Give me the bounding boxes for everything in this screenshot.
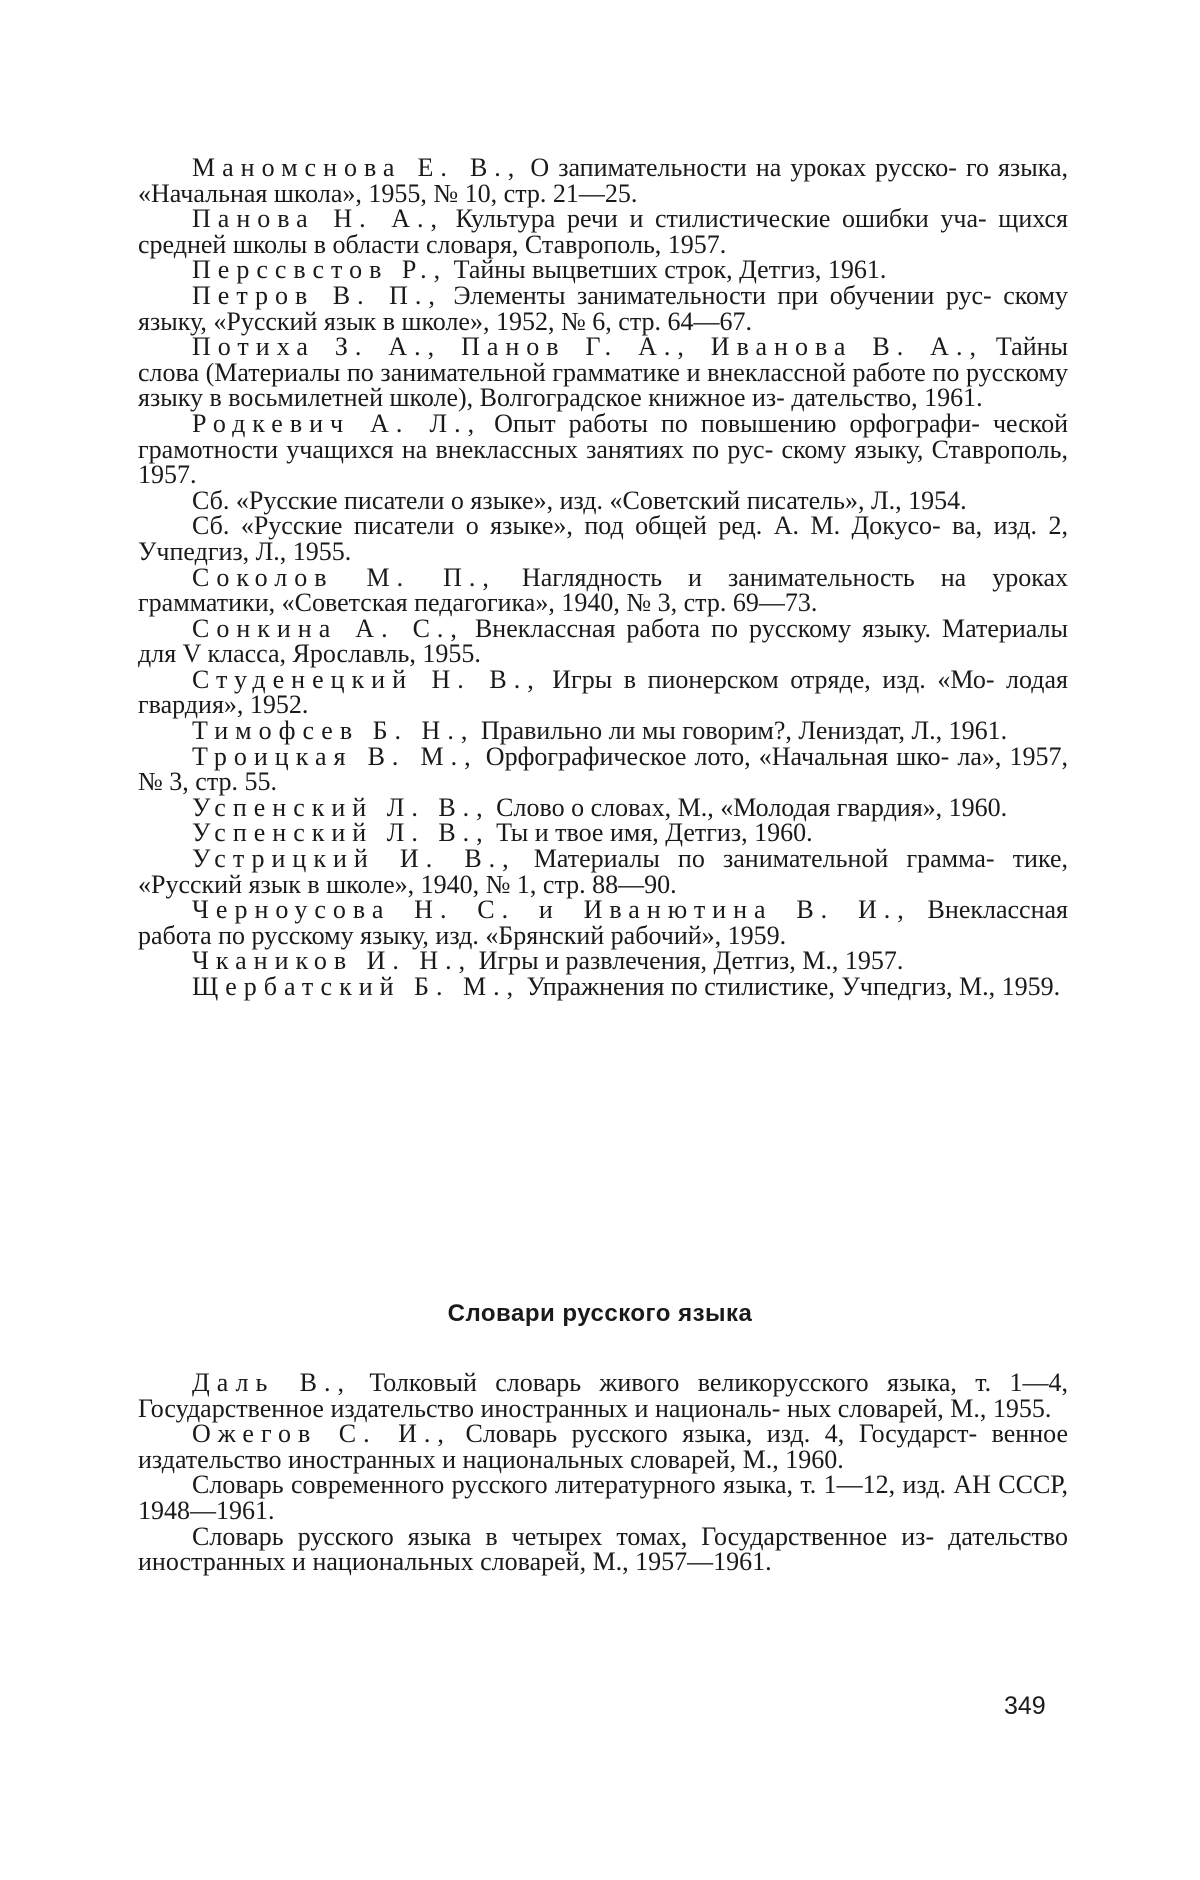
dictionary-entry: [138, 1370, 1068, 1421]
bibliography-entry: [138, 741, 1068, 797]
bibliography-entry: [138, 513, 1068, 564]
entry-author: Чкаников И. Н.,: [192, 946, 473, 976]
page-number: 349: [1004, 1692, 1046, 1720]
entry-text: Орфографическое лото, «Начальная шко- ла», 1957, № 3, стр. 55.: [138, 741, 1068, 797]
entry-author: Перссвстов Р.,: [192, 255, 448, 285]
entry-text: Опыт работы по повышению орфографи- ческой грамотности учащихся на внеклассных занятиях по рус- скому языку, Ставрополь, 1957.: [138, 408, 1068, 490]
entry-author: Щербатский Б. М.,: [192, 972, 521, 1001]
entry-text: Игры в пионерском отряде, изд. «Мо- лодая гвардия», 1952.: [138, 664, 1068, 720]
entry-text: Внеклассная работа по русскому языку, изд. «Брянский рабочий», 1959.: [138, 895, 1068, 950]
entry-text: Наглядность и занимательность на уроках грамматики, «Советская педагогика», 1940, № 3, стр. 69—73.: [138, 562, 1068, 618]
entry-author: Тимофсев Б. Н.,: [192, 716, 475, 746]
bibliography-entry: [138, 718, 1068, 744]
entry-author: Черноусова Н. С. и Иванютина В. И.,: [192, 895, 911, 925]
entry-text: Слово о словах, М., «Молодая гвардия», 1960.: [489, 792, 1008, 822]
bibliography-entry: [138, 792, 1068, 822]
entry-author: Ожегов С. И.,: [192, 1419, 451, 1449]
entry-author: Троицкая В. М.,: [192, 741, 478, 771]
bibliography-entry: [138, 846, 1068, 897]
dictionary-entry: [138, 1472, 1068, 1523]
entry-text: Сб. «Русские писатели о языке», под общей ред. А. М. Докусо- ва, изд. 2, Учпедгиз, Л., 1955.: [138, 511, 1068, 566]
entry-author: Успенский Л. В.,: [192, 818, 490, 848]
entry-author: Потиха З. А., Панов Г. А., Иванова В. А.,: [192, 332, 983, 362]
entry-text: О запимательности на уроках русско- го языка, «Начальная школа», 1955, № 10, стр. 21—25.: [138, 153, 1068, 208]
entry-text: Упражнения по стилистике, Учпедгиз, М., 1959.: [520, 972, 1061, 1001]
entry-author: Успенский Л. В.,: [192, 792, 490, 822]
entry-author: Студенецкий Н. В.,: [192, 664, 541, 694]
bibliography-entry: [138, 485, 1068, 515]
entry-text: Игры и развлечения, Детгиз, М., 1957.: [472, 946, 904, 976]
entry-text: Материалы по занимательной грамма- тике, «Русский язык в школе», 1940, № 1, стр. 88—90.: [138, 844, 1068, 899]
bibliography-entry: [138, 664, 1068, 720]
entry-text: Словарь современного русского литературного языка, т. 1—12, изд. АН СССР, 1948—1961.: [138, 1470, 1068, 1525]
entry-author: Маномснова Е. В.,: [192, 153, 522, 182]
entry-text: Ты и твое имя, Детгиз, 1960.: [489, 818, 813, 848]
bibliography-entry: [138, 206, 1068, 257]
entry-author: Родкевич А. Л.,: [192, 408, 482, 438]
entry-text: Тайны выцветших строк, Детгиз, 1961.: [447, 255, 887, 285]
section-heading: Словари русского языка: [447, 1300, 753, 1327]
entry-text: Внеклассная работа по русскому языку. Материалы для V класса, Ярославль, 1955.: [138, 613, 1068, 669]
entry-text: Словарь русского языка, изд. 4, Государст- венное издательство иностранных и национальных словарей, М., 1960.: [138, 1419, 1068, 1474]
entry-text: Словарь русского языка в четырех томах, Государственное из- дательство иностранных и национальных словарей, М., 1957—1961.: [138, 1521, 1068, 1577]
entry-author: Панова Н. А.,: [192, 204, 445, 234]
bibliography-entry: [138, 408, 1068, 490]
bibliography-entry: [138, 334, 1068, 411]
entry-text: Культура речи и стилистические ошибки уча- щихся средней школы в области словаря, Ставрополь, 1957.: [138, 204, 1068, 259]
bibliography-entry: [138, 257, 1068, 283]
entry-text: Тайны слова (Материалы по занимательной грамматике и внеклассной работе по русскому языку в восьмилетней школе), Волгоградское книжное из- дательство, 1961.: [138, 332, 1068, 413]
entry-text: Сб. «Русские писатели о языке», изд. «Советский писатель», Л., 1954.: [192, 485, 967, 515]
entry-text: Правильно ли мы говорим?, Лениздат, Л., 1961.: [474, 716, 1008, 746]
bibliography-entry: [138, 897, 1068, 948]
bibliography-entry: [138, 948, 1068, 974]
dictionary-entry: [138, 1521, 1068, 1577]
bibliography-entry: [138, 280, 1068, 336]
entry-author: Петров В. П.,: [192, 280, 442, 310]
bibliography-entry: [138, 562, 1068, 618]
entry-author: Устрицкий И. В.,: [192, 844, 516, 874]
entry-author: Соколов М. П.,: [192, 562, 496, 592]
bibliography-list: [138, 155, 1068, 1000]
entry-text: Толковый словарь живого великорусского языка, т. 1—4, Государственное издательство иностранных и националь- ных словарей, М., 1955.: [138, 1368, 1068, 1423]
entry-text: Элементы занимательности при обучении рус- скому языку, «Русский язык в школе», 1952, № 6, стр. 64—67.: [138, 280, 1068, 336]
bibliography-entry: [138, 155, 1068, 206]
bibliography-entry: [138, 820, 1068, 846]
dictionary-entry: [138, 1421, 1068, 1472]
entry-author: Сонкина А. С.,: [192, 613, 464, 643]
bibliography-entry: [138, 974, 1068, 1000]
bibliography-entry: [138, 613, 1068, 669]
dictionaries-list: [138, 1370, 1068, 1575]
entry-author: Даль В.,: [192, 1368, 352, 1397]
